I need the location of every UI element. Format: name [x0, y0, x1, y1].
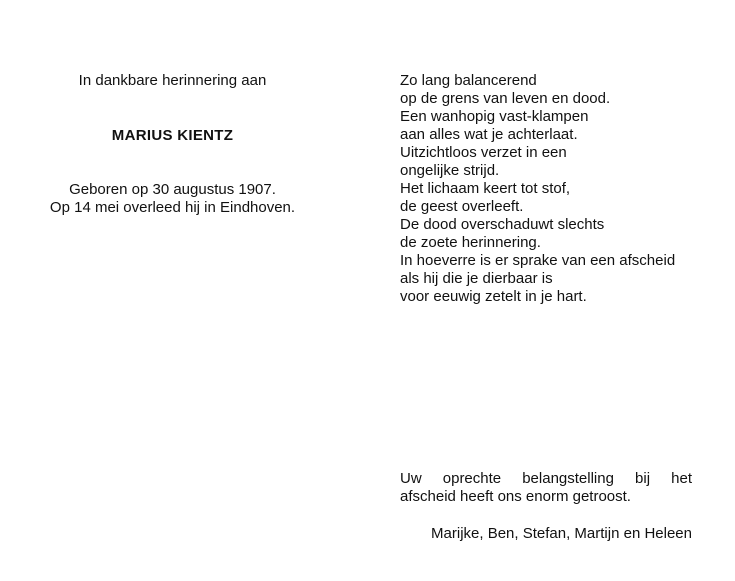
- left-panel: [0, 0, 360, 581]
- poem-line: als hij die je dierbaar is: [400, 270, 553, 287]
- right-panel: [360, 0, 735, 581]
- poem-line: Uitzichtloos verzet in een: [400, 144, 567, 161]
- family-signature: Marijke, Ben, Stefan, Martijn en Heleen: [431, 525, 692, 542]
- birth-line: Geboren op 30 augustus 1907.: [69, 181, 276, 198]
- thanks-message: [400, 470, 692, 506]
- poem-line: de zoete herinnering.: [400, 234, 541, 251]
- thanks-line: afscheid heeft ons enorm getroost.: [400, 488, 631, 505]
- poem-line: Een wanhopig vast-klampen: [400, 108, 589, 125]
- poem-line: Het lichaam keert tot stof,: [400, 180, 571, 197]
- poem-line: In hoeverre is er sprake van een afscheid: [400, 252, 676, 269]
- death-line: Op 14 mei overleed hij in Eindhoven.: [49, 199, 296, 216]
- poem-line: de geest overleeft.: [400, 198, 524, 215]
- poem-line: Zo lang balancerend: [400, 72, 537, 89]
- poem: [400, 72, 675, 306]
- intro-text: In dankbare herinnering aan: [78, 72, 267, 89]
- deceased-name: MARIUS KIENTZ: [111, 127, 234, 144]
- poem-line: op de grens van leven en dood.: [400, 90, 611, 107]
- thanks-line: Uw oprechte belangstelling bij het: [400, 470, 692, 487]
- life-dates: [0, 181, 345, 217]
- poem-line: voor eeuwig zetelt in je hart.: [400, 288, 587, 305]
- poem-line: ongelijke strijd.: [400, 162, 500, 179]
- poem-line: aan alles wat je achterlaat.: [400, 126, 578, 143]
- poem-line: De dood overschaduwt slechts: [400, 216, 605, 233]
